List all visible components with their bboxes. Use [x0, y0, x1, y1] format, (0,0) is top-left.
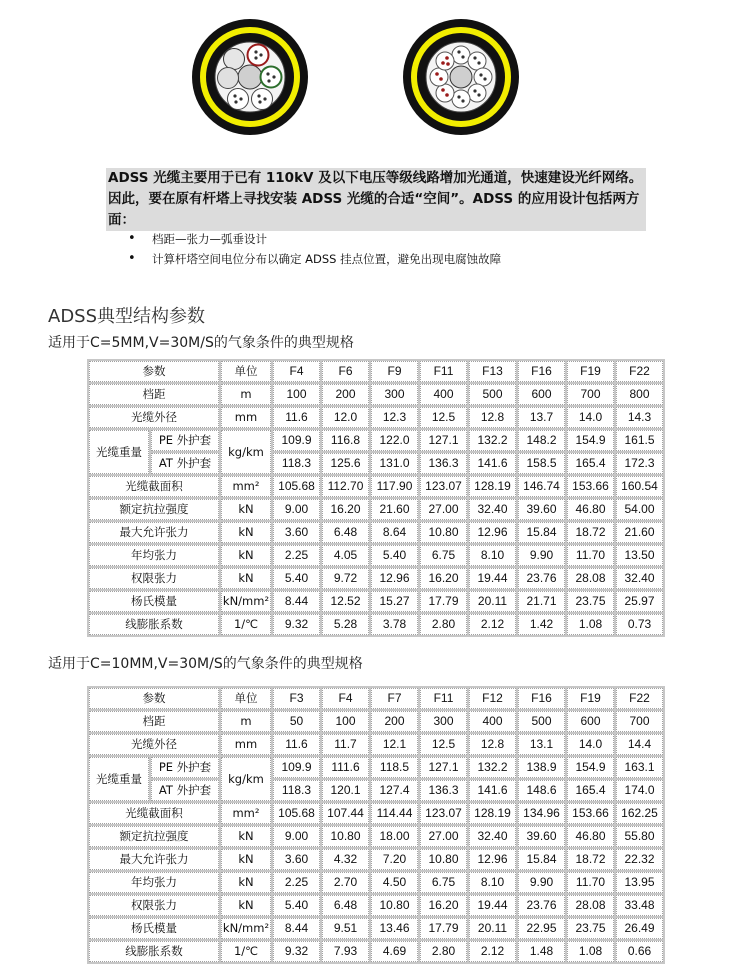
cell-value: 14.4 — [616, 734, 663, 755]
cell-value: 6.48 — [322, 522, 369, 543]
cell-value: 19.44 — [469, 895, 516, 916]
cell-value: 3.78 — [371, 614, 418, 635]
cell-value: 2.70 — [322, 872, 369, 893]
cell-value: 11.6 — [273, 734, 320, 755]
header-unit: 单位 — [221, 688, 271, 709]
cell-value: 600 — [518, 384, 565, 405]
row-unit: mm — [221, 734, 271, 755]
cell-value: 146.74 — [518, 476, 565, 497]
header-model: F22 — [616, 688, 663, 709]
table-row — [89, 407, 663, 428]
cell-value: 136.3 — [420, 780, 467, 801]
cell-value: 141.6 — [469, 453, 516, 474]
row-label: 档距 — [89, 711, 219, 732]
row-label: 杨氏模量 — [89, 591, 219, 612]
cell-value: 107.44 — [322, 803, 369, 824]
row-label: 年均张力 — [89, 545, 219, 566]
cell-value: 16.20 — [322, 499, 369, 520]
cell-value: 4.69 — [371, 941, 418, 962]
header-model: F16 — [518, 688, 565, 709]
cell-value: 13.46 — [371, 918, 418, 939]
cell-value: 0.73 — [616, 614, 663, 635]
cell-value: 14.0 — [567, 407, 614, 428]
cell-value: 118.3 — [273, 780, 320, 801]
cell-value: 160.54 — [616, 476, 663, 497]
cell-value: 18.00 — [371, 826, 418, 847]
cell-value: 55.80 — [616, 826, 663, 847]
cell-value: 46.80 — [567, 826, 614, 847]
cell-value: 16.20 — [420, 895, 467, 916]
cell-value: 9.32 — [273, 941, 320, 962]
cell-value: 15.84 — [518, 849, 565, 870]
cell-value: 127.1 — [420, 430, 467, 451]
cell-value: 153.66 — [567, 803, 614, 824]
cell-value: 9.90 — [518, 545, 565, 566]
cell-value: 3.60 — [273, 849, 320, 870]
cell-value: 21.60 — [371, 499, 418, 520]
cell-value: 200 — [322, 384, 369, 405]
intro-paragraph: ADSS 光缆主要用于已有 110kV 及以下电压等级线路增加光通道，快速建设光纤网络。因此，要在原有杆塔上寻找安装 ADSS 光缆的合适“空间”。ADSS 的应用设计包括两方面： — [106, 168, 646, 231]
row-unit: 1/℃ — [221, 941, 271, 962]
cell-value: 8.44 — [273, 918, 320, 939]
cell-value: 4.50 — [371, 872, 418, 893]
row-label: 最大允许张力 — [89, 849, 219, 870]
table-row — [89, 734, 663, 755]
cell-value: 23.76 — [518, 895, 565, 916]
cell-value: 300 — [371, 384, 418, 405]
row-unit: kN — [221, 568, 271, 589]
row-unit: m — [221, 711, 271, 732]
cell-value: 118.3 — [273, 453, 320, 474]
header-model: F4 — [322, 688, 369, 709]
cell-value: 18.72 — [567, 849, 614, 870]
cell-value: 17.79 — [420, 918, 467, 939]
cell-value: 134.96 — [518, 803, 565, 824]
cell-value: 6.75 — [420, 545, 467, 566]
table-row — [89, 780, 663, 801]
cell-value: 28.08 — [567, 895, 614, 916]
cell-value: 28.08 — [567, 568, 614, 589]
header-param: 参数 — [89, 688, 219, 709]
cell-value: 12.96 — [371, 568, 418, 589]
row-label: 最大允许张力 — [89, 522, 219, 543]
cell-value: 46.80 — [567, 499, 614, 520]
cell-value: 1.48 — [518, 941, 565, 962]
row-unit: kN/mm² — [221, 591, 271, 612]
cell-value: 6.48 — [322, 895, 369, 916]
row-unit: kN — [221, 545, 271, 566]
cell-value: 128.19 — [469, 803, 516, 824]
table-row — [89, 941, 663, 962]
cell-value: 7.20 — [371, 849, 418, 870]
cell-value: 136.3 — [420, 453, 467, 474]
row-label: 线膨胀系数 — [89, 941, 219, 962]
cell-value: 14.3 — [616, 407, 663, 428]
cell-value: 10.80 — [322, 826, 369, 847]
cable-cross-section-right-icon — [403, 19, 519, 135]
row-label: 额定抗拉强度 — [89, 826, 219, 847]
header-param: 参数 — [89, 361, 219, 382]
spec-table-c10 — [87, 686, 665, 964]
row-label: 光缆截面积 — [89, 803, 219, 824]
row-label: 线膨胀系数 — [89, 614, 219, 635]
cell-value: 10.80 — [420, 522, 467, 543]
header-model: F4 — [273, 361, 320, 382]
cell-value: 15.27 — [371, 591, 418, 612]
row-label: 光缆外径 — [89, 734, 219, 755]
cell-value: 1.42 — [518, 614, 565, 635]
row-unit: kN — [221, 849, 271, 870]
header-unit: 单位 — [221, 361, 271, 382]
cable-cross-sections — [0, 0, 750, 150]
row-unit: kN — [221, 522, 271, 543]
cell-value: 165.4 — [567, 453, 614, 474]
cell-value: 1.08 — [567, 941, 614, 962]
header-model: F12 — [469, 688, 516, 709]
cell-value: 23.76 — [518, 568, 565, 589]
cell-value: 700 — [567, 384, 614, 405]
cell-value: 50 — [273, 711, 320, 732]
row-group-label: 光缆重量 — [89, 430, 149, 474]
cell-value: 12.3 — [371, 407, 418, 428]
row-label: 杨氏模量 — [89, 918, 219, 939]
table-row — [89, 849, 663, 870]
row-unit: mm — [221, 407, 271, 428]
cell-value: 132.2 — [469, 430, 516, 451]
table-row — [89, 476, 663, 497]
cell-value: 8.10 — [469, 872, 516, 893]
cell-value: 15.84 — [518, 522, 565, 543]
cell-value: 2.12 — [469, 614, 516, 635]
header-model: F11 — [420, 361, 467, 382]
row-sub-label: AT 外护套 — [151, 453, 219, 474]
cell-value: 153.66 — [567, 476, 614, 497]
cell-value: 109.9 — [273, 430, 320, 451]
cell-value: 10.80 — [420, 849, 467, 870]
row-label: 权限张力 — [89, 568, 219, 589]
cell-value: 6.75 — [420, 872, 467, 893]
cell-value: 400 — [420, 384, 467, 405]
table-row — [89, 826, 663, 847]
cell-value: 109.9 — [273, 757, 320, 778]
row-unit: kN — [221, 872, 271, 893]
cell-value: 127.1 — [420, 757, 467, 778]
cell-value: 27.00 — [420, 499, 467, 520]
row-label: 光缆截面积 — [89, 476, 219, 497]
cell-value: 12.52 — [322, 591, 369, 612]
row-unit: kN — [221, 499, 271, 520]
cell-value: 4.05 — [322, 545, 369, 566]
row-unit: kN — [221, 826, 271, 847]
table-row — [89, 803, 663, 824]
cell-value: 20.11 — [469, 591, 516, 612]
cell-value: 161.5 — [616, 430, 663, 451]
cell-value: 700 — [616, 711, 663, 732]
cell-value: 127.4 — [371, 780, 418, 801]
table-row — [89, 711, 663, 732]
cell-value: 100 — [273, 384, 320, 405]
cell-value: 148.2 — [518, 430, 565, 451]
table-row — [89, 499, 663, 520]
cell-value: 16.20 — [420, 568, 467, 589]
row-unit: mm² — [221, 476, 271, 497]
header-model: F19 — [567, 688, 614, 709]
cell-value: 7.93 — [322, 941, 369, 962]
cell-value: 111.6 — [322, 757, 369, 778]
cell-value: 4.32 — [322, 849, 369, 870]
cell-value: 1.08 — [567, 614, 614, 635]
row-unit: m — [221, 384, 271, 405]
cell-value: 5.28 — [322, 614, 369, 635]
cell-value: 12.0 — [322, 407, 369, 428]
cell-value: 138.9 — [518, 757, 565, 778]
table-row — [89, 384, 663, 405]
cell-value: 800 — [616, 384, 663, 405]
cell-value: 132.2 — [469, 757, 516, 778]
row-label: 额定抗拉强度 — [89, 499, 219, 520]
cell-value: 13.50 — [616, 545, 663, 566]
cell-value: 128.19 — [469, 476, 516, 497]
cell-value: 21.60 — [616, 522, 663, 543]
row-label: 权限张力 — [89, 895, 219, 916]
table-row — [89, 545, 663, 566]
cell-value: 39.60 — [518, 499, 565, 520]
table1-subtitle: 适用于C=5MM,V=30M/S的气象条件的典型规格 — [48, 335, 354, 351]
table-row — [89, 918, 663, 939]
table-row — [89, 895, 663, 916]
cell-value: 500 — [469, 384, 516, 405]
cell-value: 26.49 — [616, 918, 663, 939]
cell-value: 100 — [322, 711, 369, 732]
table-header-row — [89, 361, 663, 382]
cell-value: 105.68 — [273, 803, 320, 824]
table-row — [89, 757, 663, 778]
cell-value: 8.10 — [469, 545, 516, 566]
cell-value: 54.00 — [616, 499, 663, 520]
cell-value: 9.72 — [322, 568, 369, 589]
cell-value: 174.0 — [616, 780, 663, 801]
cell-value: 12.96 — [469, 522, 516, 543]
cell-value: 9.00 — [273, 499, 320, 520]
cell-value: 32.40 — [469, 826, 516, 847]
cell-value: 13.1 — [518, 734, 565, 755]
cell-value: 163.1 — [616, 757, 663, 778]
cell-value: 9.32 — [273, 614, 320, 635]
cell-value: 12.8 — [469, 407, 516, 428]
cell-value: 11.70 — [567, 872, 614, 893]
header-model: F16 — [518, 361, 565, 382]
header-model: F11 — [420, 688, 467, 709]
cell-value: 162.25 — [616, 803, 663, 824]
cell-value: 11.70 — [567, 545, 614, 566]
cell-value: 5.40 — [273, 568, 320, 589]
cell-value: 33.48 — [616, 895, 663, 916]
cell-value: 112.70 — [322, 476, 369, 497]
cell-value: 118.5 — [371, 757, 418, 778]
bullet-list — [128, 229, 501, 269]
cell-value: 165.4 — [567, 780, 614, 801]
cell-value: 300 — [420, 711, 467, 732]
cell-value: 200 — [371, 711, 418, 732]
cell-value: 32.40 — [616, 568, 663, 589]
cell-value: 131.0 — [371, 453, 418, 474]
cell-value: 600 — [567, 711, 614, 732]
header-model: F9 — [371, 361, 418, 382]
cell-value: 14.0 — [567, 734, 614, 755]
cell-value: 148.6 — [518, 780, 565, 801]
header-model: F22 — [616, 361, 663, 382]
cell-value: 9.51 — [322, 918, 369, 939]
cell-value: 2.80 — [420, 941, 467, 962]
table-row — [89, 568, 663, 589]
cell-value: 105.68 — [273, 476, 320, 497]
cell-value: 3.60 — [273, 522, 320, 543]
cell-value: 17.79 — [420, 591, 467, 612]
cell-value: 125.6 — [322, 453, 369, 474]
cell-value: 120.1 — [322, 780, 369, 801]
table-header-row — [89, 688, 663, 709]
header-model: F7 — [371, 688, 418, 709]
row-sub-label: AT 外护套 — [151, 780, 219, 801]
row-unit: mm² — [221, 803, 271, 824]
cell-value: 12.1 — [371, 734, 418, 755]
cell-value: 141.6 — [469, 780, 516, 801]
cell-value: 21.71 — [518, 591, 565, 612]
cell-value: 122.0 — [371, 430, 418, 451]
cable-cross-section-left-icon — [192, 19, 308, 135]
cell-value: 27.00 — [420, 826, 467, 847]
row-unit: 1/℃ — [221, 614, 271, 635]
row-unit: kg/km — [221, 430, 271, 474]
cell-value: 11.7 — [322, 734, 369, 755]
row-sub-label: PE 外护套 — [151, 757, 219, 778]
cell-value: 32.40 — [469, 499, 516, 520]
cell-value: 117.90 — [371, 476, 418, 497]
row-unit: kN/mm² — [221, 918, 271, 939]
cell-value: 2.80 — [420, 614, 467, 635]
cell-value: 13.7 — [518, 407, 565, 428]
table-row — [89, 614, 663, 635]
cell-value: 5.40 — [273, 895, 320, 916]
cell-value: 172.3 — [616, 453, 663, 474]
header-model: F6 — [322, 361, 369, 382]
cell-value: 12.8 — [469, 734, 516, 755]
row-unit: kg/km — [221, 757, 271, 801]
cell-value: 12.96 — [469, 849, 516, 870]
cell-value: 18.72 — [567, 522, 614, 543]
table-row — [89, 522, 663, 543]
table-row — [89, 453, 663, 474]
row-unit: kN — [221, 895, 271, 916]
cell-value: 23.75 — [567, 918, 614, 939]
section-title: ADSS典型结构参数 — [48, 306, 206, 327]
row-sub-label: PE 外护套 — [151, 430, 219, 451]
cell-value: 23.75 — [567, 591, 614, 612]
cell-value: 19.44 — [469, 568, 516, 589]
cell-value: 2.25 — [273, 872, 320, 893]
row-label: 档距 — [89, 384, 219, 405]
cell-value: 500 — [518, 711, 565, 732]
row-group-label: 光缆重量 — [89, 757, 149, 801]
cell-value: 158.5 — [518, 453, 565, 474]
cell-value: 123.07 — [420, 476, 467, 497]
cell-value: 8.64 — [371, 522, 418, 543]
table-row — [89, 430, 663, 451]
cell-value: 9.00 — [273, 826, 320, 847]
header-model: F19 — [567, 361, 614, 382]
cell-value: 22.95 — [518, 918, 565, 939]
cell-value: 22.32 — [616, 849, 663, 870]
cell-value: 20.11 — [469, 918, 516, 939]
cell-value: 154.9 — [567, 757, 614, 778]
row-label: 年均张力 — [89, 872, 219, 893]
table2-subtitle: 适用于C=10MM,V=30M/S的气象条件的典型规格 — [48, 656, 363, 672]
header-model: F3 — [273, 688, 320, 709]
cell-value: 13.95 — [616, 872, 663, 893]
table-row — [89, 872, 663, 893]
cell-value: 116.8 — [322, 430, 369, 451]
cell-value: 114.44 — [371, 803, 418, 824]
spec-table-c5 — [87, 359, 665, 637]
cell-value: 123.07 — [420, 803, 467, 824]
bullet-item: • 档距—张力—弧垂设计 — [128, 229, 501, 249]
cell-value: 0.66 — [616, 941, 663, 962]
cell-value: 5.40 — [371, 545, 418, 566]
cell-value: 10.80 — [371, 895, 418, 916]
cell-value: 2.12 — [469, 941, 516, 962]
cell-value: 2.25 — [273, 545, 320, 566]
bullet-item: • 计算杆塔空间电位分布以确定 ADSS 挂点位置，避免出现电腐蚀故障 — [128, 249, 501, 269]
row-label: 光缆外径 — [89, 407, 219, 428]
cell-value: 12.5 — [420, 407, 467, 428]
cell-value: 25.97 — [616, 591, 663, 612]
header-model: F13 — [469, 361, 516, 382]
table-row — [89, 591, 663, 612]
cell-value: 12.5 — [420, 734, 467, 755]
cell-value: 11.6 — [273, 407, 320, 428]
cell-value: 8.44 — [273, 591, 320, 612]
cell-value: 154.9 — [567, 430, 614, 451]
cell-value: 9.90 — [518, 872, 565, 893]
cell-value: 400 — [469, 711, 516, 732]
cell-value: 39.60 — [518, 826, 565, 847]
